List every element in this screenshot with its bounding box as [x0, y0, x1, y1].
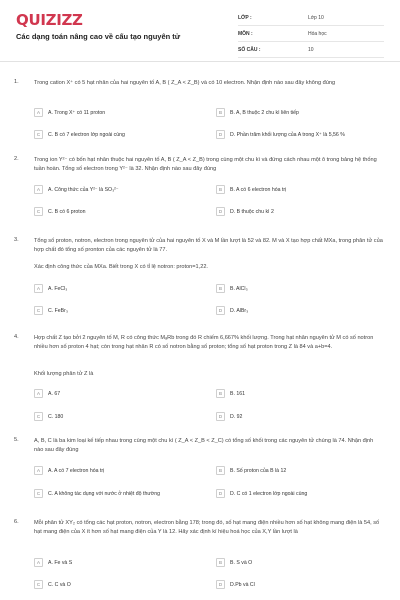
question-text: Trong cation X⁺ có 5 hạt nhân của hai nguyên tố A, B ( Z_A < Z_B) và có 10 electron. Nhận định nào sau đây không đúng — [34, 80, 336, 86]
option-letter: A — [34, 389, 43, 398]
option-text: D. C có 1 electron lớp ngoài cùng — [230, 490, 308, 497]
option-text: C. 180 — [48, 413, 64, 420]
option-d[interactable] — [216, 579, 386, 590]
option-letter: C — [34, 306, 43, 315]
option-c[interactable] — [34, 488, 204, 499]
option-c[interactable] — [34, 411, 204, 422]
option-a[interactable] — [34, 107, 204, 118]
option-a[interactable] — [34, 465, 204, 476]
option-c[interactable] — [34, 579, 204, 590]
option-text: B. 161 — [230, 390, 245, 397]
option-text: A. 67 — [48, 390, 61, 397]
meta-row-question-count — [238, 42, 384, 58]
option-d[interactable] — [216, 305, 386, 316]
option-a[interactable] — [34, 557, 204, 568]
option-letter: C — [34, 580, 43, 589]
option-text: B. AlCl₃ — [230, 285, 248, 292]
question-text: A, B, C là ba kim loại kế tiếp nhau trong cùng một chu kì ( Z_A < Z_B < Z_C) có tổng số khối trong các nguyên tử chúng là 74. Nhận định nào sau đây đúng — [34, 438, 374, 453]
option-b[interactable] — [216, 388, 386, 399]
meta-key: SỐ CÂU : — [238, 46, 261, 53]
option-text: A. FeCl₃ — [48, 285, 68, 292]
option-letter: B — [216, 284, 225, 293]
option-b[interactable] — [216, 184, 386, 195]
question-number: 1. — [14, 79, 19, 85]
option-letter: B — [216, 466, 225, 475]
option-letter: B — [216, 185, 225, 194]
option-d[interactable] — [216, 206, 386, 217]
option-text: D.Pb và Cl — [230, 581, 255, 588]
meta-key: LỚP : — [238, 14, 252, 21]
option-c[interactable] — [34, 305, 204, 316]
meta-value: 10 — [308, 46, 314, 53]
option-letter: C — [34, 489, 43, 498]
quizizz-logo: QUIZIZZ — [16, 11, 83, 29]
question-text: Trong ion Y²⁻ có bốn hạt nhân thuộc hai nguyên tố A, B ( Z_A < Z_B) trong cùng một chu kì và đứng cách nhau một ô trong bảng hệ thống tuần hoàn. Tổng số electron trong Y²⁻ là 32. Nhận định nào sau đây đúng — [34, 157, 377, 172]
option-letter: B — [216, 108, 225, 117]
option-b[interactable] — [216, 557, 386, 568]
option-text: A. Fe và S — [48, 559, 73, 566]
option-c[interactable] — [34, 206, 204, 217]
question-text: Tổng số proton, notron, electron trong nguyên tử của hai nguyên tố X và M lần lượt là 52 và 82. M và X tạo hợp chất MXa, trong phân tử của hợp chất đó tổng số pronton của các nguyên tử là 77. — [34, 238, 383, 253]
option-d[interactable] — [216, 129, 386, 140]
question-text: Mỗi phân tử XY₂ có tổng các hạt proton, notron, electron bằng 178; trong đó, số hạt mang điện nhiều hơn số hạt không mang điện là 54, số hạt mang điện của X ít hơn số hạt mang điện của Y là 12. Hãy xác định kí hiệu hoá học của X,Y lần lượt là — [34, 520, 380, 535]
option-c[interactable] — [34, 129, 204, 140]
option-letter: D — [216, 412, 225, 421]
option-text: C. C và O — [48, 581, 71, 588]
option-letter: C — [34, 207, 43, 216]
option-letter: D — [216, 207, 225, 216]
question-number: 5. — [14, 437, 19, 443]
option-letter: D — [216, 306, 225, 315]
question-subtext: Xác định công thức của MXa. Biết trong X có tỉ lệ notron: proton=1,22. — [34, 264, 208, 270]
option-d[interactable] — [216, 411, 386, 422]
option-a[interactable] — [34, 388, 204, 399]
option-a[interactable] — [34, 283, 204, 294]
question-number: 3. — [14, 237, 19, 243]
option-b[interactable] — [216, 107, 386, 118]
option-letter: D — [216, 580, 225, 589]
option-d[interactable] — [216, 488, 386, 499]
worksheet-meta — [238, 10, 384, 58]
option-letter: C — [34, 130, 43, 139]
option-a[interactable] — [34, 184, 204, 195]
option-text: A. Trong X⁺ có 11 proton — [48, 109, 106, 116]
option-text: A. Công thức của Y²⁻ là SO₃²⁻ — [48, 186, 119, 193]
option-text: A. A có 7 electron hóa trị — [48, 467, 105, 474]
option-letter: A — [34, 284, 43, 293]
question-number: 2. — [14, 156, 19, 162]
option-text: C. B có 7 electron lớp ngoài cùng — [48, 131, 125, 138]
option-text: B. A có 6 electron hóa trị — [230, 186, 287, 193]
option-letter: C — [34, 412, 43, 421]
option-text: D. B thuộc chu kì 2 — [230, 208, 274, 215]
option-letter: A — [34, 466, 43, 475]
meta-row-class — [238, 10, 384, 26]
question-subtext: Khối lượng phân tử Z là — [34, 371, 94, 377]
meta-key: MÔN : — [238, 30, 253, 37]
meta-row-subject — [238, 26, 384, 42]
question-number: 4. — [14, 334, 19, 340]
option-text: B. A, B thuộc 2 chu kì liên tiếp — [230, 109, 299, 116]
worksheet-title: Các dạng toán nâng cao về cấu tạo nguyên tử — [16, 32, 181, 41]
question-text: Hợp chất Z tạo bởi 2 nguyên tố M, R có công thức MₐRb trong đó R chiếm 6,667% khối lượng. Trong hạt nhân nguyên tử M có số notron nhiều hơn số proton 4 hạt; còn trong hạt nhân R có số notron bằng số proton; tổng số hạt proton trong Z là 84 và a+b=4. — [34, 335, 374, 350]
option-text: B. Số proton của B là 12 — [230, 467, 287, 474]
option-letter: D — [216, 489, 225, 498]
option-text: D. Phần trăm khối lượng của A trong X⁺ là 5,56 % — [230, 131, 345, 138]
worksheet-header — [0, 0, 400, 62]
option-text: D. AlBr₃ — [230, 307, 249, 314]
option-letter: B — [216, 389, 225, 398]
option-letter: A — [34, 108, 43, 117]
meta-value: Lớp 10 — [308, 14, 324, 21]
option-letter: D — [216, 130, 225, 139]
option-b[interactable] — [216, 465, 386, 476]
option-text: C. A không tác dụng với nước ở nhiệt độ thường — [48, 490, 160, 497]
option-text: C. B có 6 proton — [48, 208, 86, 215]
option-text: C. FeBr₃ — [48, 307, 68, 314]
option-text: D. 92 — [230, 413, 243, 420]
question-number: 6. — [14, 519, 19, 525]
option-b[interactable] — [216, 283, 386, 294]
option-letter: A — [34, 558, 43, 567]
meta-value: Hóa học — [308, 30, 327, 37]
option-letter: B — [216, 558, 225, 567]
option-letter: A — [34, 185, 43, 194]
option-text: B. S và O — [230, 559, 253, 566]
